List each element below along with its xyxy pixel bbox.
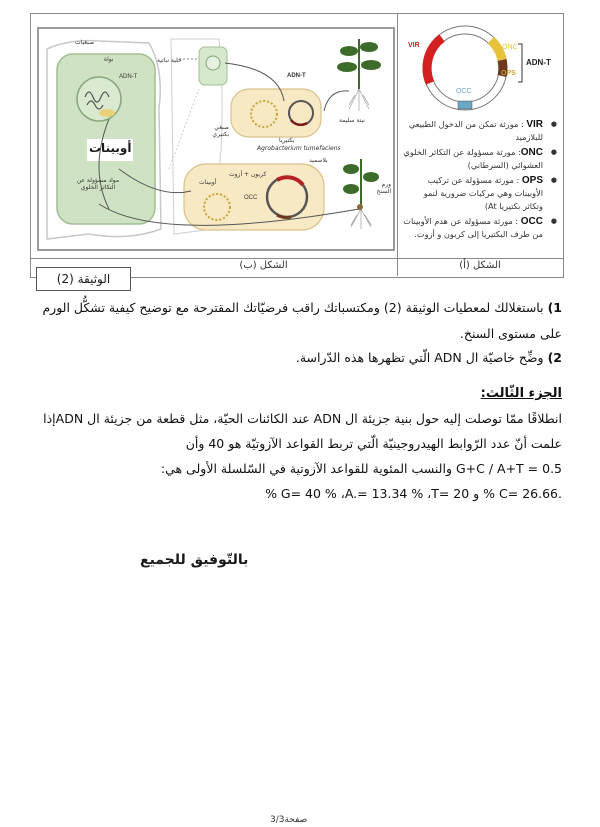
question-1-number: 1) — [547, 300, 562, 315]
figure-a-legend — [402, 118, 557, 243]
part3-title: الجزء الثّالث: — [480, 386, 562, 401]
label-tumor: ورم السنخ — [376, 181, 391, 195]
figure-a-plasmid — [400, 16, 560, 116]
question-2-number: 2) — [547, 350, 562, 365]
figure-b-diagram — [37, 27, 395, 251]
label-occ-plasmid: OCC — [456, 88, 472, 95]
question-2 — [32, 350, 562, 365]
label-carbon-nitrogen: كربون + أزوت — [229, 171, 267, 178]
part3-line4: .C= 26.66 % و G= 40 % ،A.= 13.34 % ،T= 20 % — [265, 486, 562, 501]
legend-item-onc: ● ONC: مورثة مسؤولة عن التكاثر الخلوي العشوائي (السرطاني) — [402, 146, 557, 172]
part3-line3: G+C / A+T = 0.5 والنسب المئوية للقواعد الآزوتية في السّلسلة الأولى هي: — [160, 461, 562, 476]
question-1-text: باستغلالك لمعطيات الوثيقة (2) ومكتسباتك راقب فرضيّاتك المقترحة مع توضيح كيفية تشكُّل الورم — [42, 300, 544, 315]
legend-item-vir: ● VIR : مورثة تمكن من الدخول الطبيعي للبلازميد — [402, 118, 557, 144]
label-healthy-plant: نبتة سليمة — [339, 117, 365, 124]
label-plasmid: بلاسميد — [309, 157, 328, 164]
question-1 — [32, 300, 562, 315]
label-ops: OPS — [501, 70, 516, 77]
page-number: صفحة3/3 — [270, 815, 308, 825]
label-adn-t-2: ADN-T — [287, 73, 306, 79]
label-adn-t-bracket: ADN-T — [526, 58, 551, 67]
label-cell-proliferation-substances: مواد مسؤولة عن التكاثر الخلوي — [76, 177, 120, 191]
question-1-continued: على مستوى السنخ. — [459, 326, 562, 341]
agrobacterium-infection-diagram — [39, 29, 393, 249]
document-label: الوثيقة (2) — [36, 267, 131, 291]
label-opines-small: أوبينات — [199, 179, 217, 186]
label-vir: VIR — [408, 42, 420, 49]
caption-figure-b: الشكل (ب) — [239, 260, 288, 271]
label-bacterial-chromosome: صبغي بكتيري — [212, 124, 229, 138]
legend-item-occ: ● OCC : مورثة مسؤولة عن هدم الأوبينات من طرف البكتيريا إلى كربون و أزوت. — [402, 215, 557, 241]
label-chromosomes: صبغيات — [75, 39, 95, 46]
closing-message: بالتّوفيق للجميع — [140, 552, 249, 568]
question-2-text: وضِّح خاصيّة ال ADN الّتي تظهرها هذه الدّراسة. — [295, 350, 544, 365]
label-onc: ONC — [502, 44, 518, 51]
part3-line2: علمت أنّ عدد الرّوابط الهيدروجينيّة الّتي تربط القواعد الآزوتيّة هو 40 وأن — [185, 436, 562, 451]
label-nucleus: نواة — [104, 56, 114, 63]
label-opines: أوبينات — [89, 141, 132, 155]
caption-figure-a: الشكل (أ) — [459, 260, 501, 271]
label-plant-cell: خلية نباتية — [157, 57, 182, 64]
label-agrobacterium: Agrobacterium tumefaciens — [257, 145, 341, 152]
table-column-divider — [397, 13, 398, 276]
label-bacteria: بكتيريا — [279, 137, 295, 144]
table-row-divider — [30, 258, 563, 259]
label-occ: OCC — [244, 195, 258, 201]
legend-item-ops: ● OPS : مورثة مسؤولة عن تركيب الأوبينات وهي مركبات ضرورية لنمو وتكاثر بكتيريا At) — [402, 174, 557, 213]
label-adn-t: ADN-T — [119, 74, 138, 80]
part3-line1: انطلاقًا ممّا توصلت إليه حول بنية جزيئة ال ADN عند الكائنات الحيّة، مثل قطعة من جزيئة ال ADNإذا — [43, 411, 562, 426]
